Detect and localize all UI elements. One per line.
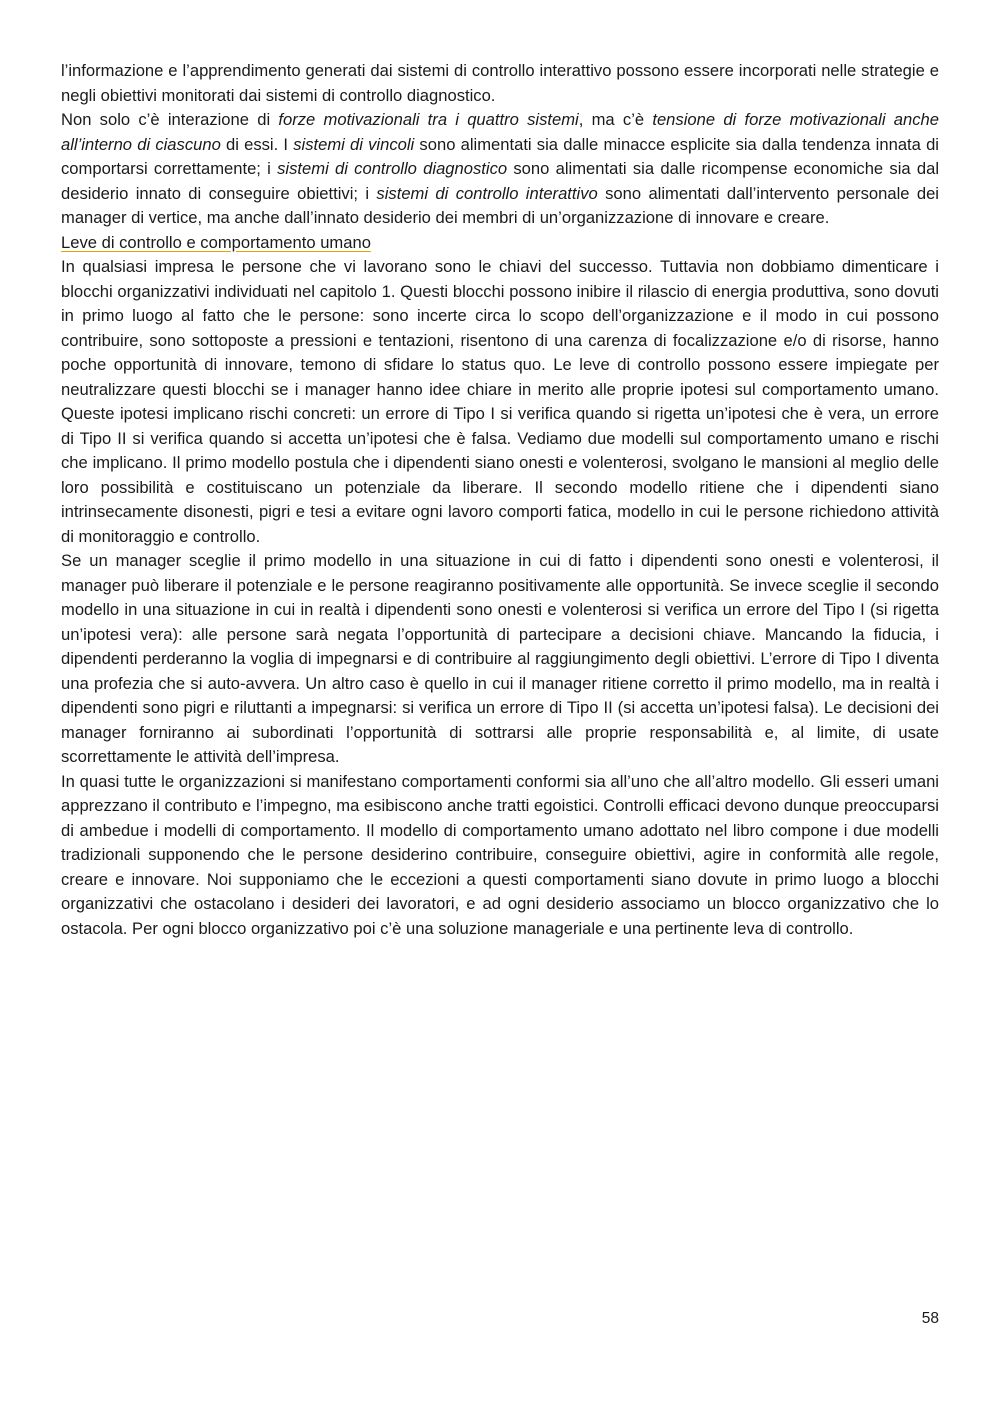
paragraph-conclusion: In quasi tutte le organizzazioni si manifestano comportamenti conformi sia all’uno che all’altro modello. Gli esseri umani apprezzano il contributo e l’impegno, ma esibiscono anche tratti egoistici. Controlli efficaci devono dunque preoccuparsi di ambedue i modelli di comportamento. Il modello di comportamento umano adottato nel libro compone i due modelli tradizionali supponendo che le persone desiderino contribuire, conseguire obiettivi, agire in conformità alle regole, creare e innovare. Noi supponiamo che le eccezioni a questi comportamenti siano dovute in primo luogo a blocchi organizzativi che ostacolano i desideri dei lavoratori, e ad ogni desiderio associamo un blocco organizzativo che lo ostacola. Per ogni blocco organizzativo poi c’è una soluzione manageriale e una pertinente leva di controllo. xyxy=(61,771,939,938)
text-run: Non solo c’è interazione di xyxy=(61,110,279,129)
italic-run: forze motivazionali tra i quattro sistemi xyxy=(278,110,579,129)
paragraph-motivational-forces xyxy=(61,108,939,231)
text-run: sono alimentati sia dalle minacce esplicite sia dalla tendenza innata di comportarsi correttamente; i xyxy=(61,134,939,178)
italic-run: sistemi di controllo diagnostico xyxy=(277,159,508,178)
page-body xyxy=(61,59,939,941)
text-run: , ma c’è xyxy=(578,110,653,129)
text-run: sono alimentati dall’intervento personale dei manager di vertice, ma anche dall’innato desiderio dei membri di un’organizzazione di innovare e creare. xyxy=(61,183,939,227)
paragraph-intro: l’informazione e l’apprendimento generati dai sistemi di controllo interattivo possono essere incorporati nelle strategie e negli obiettivi monitorati dai sistemi di controllo diagnostico. xyxy=(61,61,939,105)
paragraph-error-types: Se un manager sceglie il primo modello in una situazione in cui di fatto i dipendenti sono onesti e volenterosi, il manager può liberare il potenziale e le persone reagiranno positivamente alle opportunità. Se invece sceglie il secondo modello in una situazione in cui in realtà i dipendenti sono onesti e volenterosi si verifica un errore del Tipo I (si rigetta un’ipotesi vera): alle persone sarà negata l’opportunità di partecipare a decisioni chiave. Mancando la fiducia, i dipendenti perderanno la voglia di impegnarsi e di contribuire al raggiungimento degli obiettivi. L’errore di Tipo I diventa una profezia che si auto-avvera. Un altro caso è quello in cui il manager ritiene corretto il primo modello, ma in realtà i dipendenti sono pigri e riluttanti a impegnarsi: si verifica un errore di Tipo II (si accetta un’ipotesi falsa). Le decisioni dei manager forniranno ai subordinati l’opportunità di sottrarsi alle proprie responsabilità e, al limite, di usate scorrettamente le attività dell’impresa. xyxy=(61,551,939,766)
paragraph-human-behavior: In qualsiasi impresa le persone che vi lavorano sono le chiavi del successo. Tuttavia non dobbiamo dimenticare i blocchi organizzativi individuati nel capitolo 1. Questi blocchi possono inibire il rilascio di energia produttiva, sono dovuti in primo luogo al fatto che le persone: sono incerte circa lo scopo dell’organizzazione e il modo in cui possono contribuire, sono sottoposte a pressioni e tentazioni, risentono di una carenza di focalizzazione e/o di risorse, hanno poche opportunità di innovare, temono di sfidare lo status quo. Le leve di controllo possono essere impiegate per neutralizzare questi blocchi se i manager hanno idee chiare in merito alle proprie ipotesi sul comportamento umano. Queste ipotesi implicano rischi concreti: un errore di Tipo I si verifica quando si rigetta un’ipotesi che è vera, un errore di Tipo II si verifica quando si accetta un’ipotesi che è falsa. Vediamo due modelli sul comportamento umano e rischi che implicano. Il primo modello postula che i dipendenti siano onesti e volenterosi, svolgano le mansioni al meglio delle loro possibilità e costituiscano un potenziale da liberare. Il secondo modello ritiene che i dipendenti siano intrinsecamente disonesti, pigri e tesi a evitare ogni lavoro comporti fatica, modello in cui le persone richiedono attività di monitoraggio e controllo. xyxy=(61,257,939,546)
italic-run: sistemi di vincoli xyxy=(293,134,415,154)
text-run: sono alimentati sia dalle ricompense economiche sia dal desiderio innato di conseguire obiettivi; i xyxy=(61,159,940,203)
page-number: 58 xyxy=(921,1310,939,1327)
italic-run: tensione di forze motivazionali anche all’interno di ciascuno xyxy=(61,110,939,154)
italic-run: sistemi di controllo interattivo xyxy=(376,183,598,203)
text-run: di essi. I xyxy=(220,134,294,154)
section-heading: Leve di controllo e comportamento umano xyxy=(61,232,371,252)
